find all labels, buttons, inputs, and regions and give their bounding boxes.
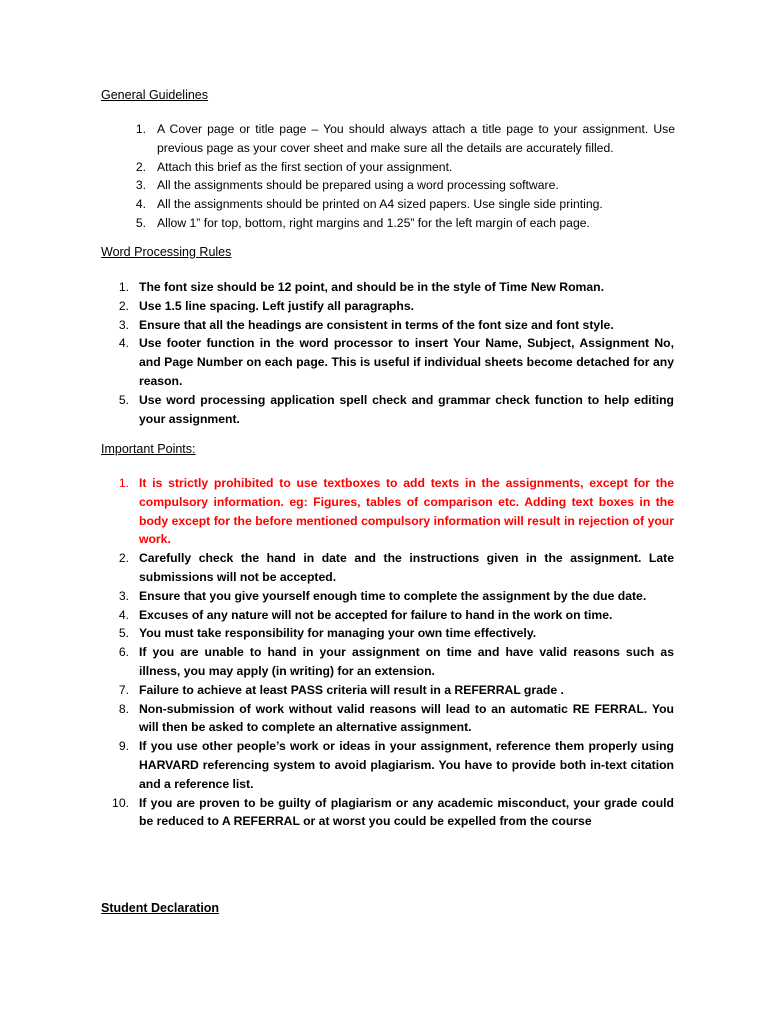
item-number: 4. [135,197,146,212]
word-processing-heading: Word Processing Rules [101,245,232,259]
item-number: 2. [118,551,129,566]
item-text: If you are proven to be guilty of plagiarism or any academic misconduct, your grade could be reduced to A REFERRAL or at worst you could be expelled from the course [139,795,674,829]
list-item [0,737,674,793]
item-number: 1. [118,476,129,490]
list-item [0,120,675,158]
item-text: Non-submission of work without valid reasons will lead to an automatic RE FERRAL. You will then be asked to complete an alternative assignment. [139,701,674,735]
list-item [0,176,675,195]
student-declaration-heading: Student Declaration [101,901,220,915]
item-number: 9. [118,739,129,754]
item-text: The font size should be 12 point, and should be in the style of Time New Roman. [139,280,604,294]
item-number: 4. [118,336,129,351]
list-item [0,681,674,700]
item-text: Ensure that all the headings are consistent in terms of the font size and font style. [139,317,614,332]
item-text: Carefully check the hand in date and the instructions given in the assignment. Late submissions will not be accepted. [139,551,674,584]
list-item [0,700,674,738]
item-number: 10. [112,795,129,810]
item-text: Allow 1” for top, bottom, right margins and 1.25” for the left margin of each page. [157,215,590,230]
item-text: If you are unable to hand in your assignment on time and have valid reasons such as illness, you may apply (in writing) for an extension. [139,645,674,678]
list-item [0,606,674,625]
item-text: If you use other people’s work or ideas in your assignment, reference them properly using HARVARD referencing system to avoid plagiarism. You have to provide both in-text citation and a reference list. [139,739,674,791]
list-item [0,334,674,390]
item-text: Attach this brief as the first section of your assignment. [157,159,453,174]
list-item [0,278,674,297]
item-number: 5. [135,215,146,230]
item-number: 3. [118,588,129,603]
list-item [0,587,674,606]
item-text: You must take responsibility for managing your own time effectively. [139,626,537,641]
item-number: 7. [118,682,129,697]
item-number: 3. [118,317,129,332]
item-number: 4. [118,607,129,622]
list-item [0,624,674,643]
important-points-list [0,474,674,831]
list-item [0,643,674,681]
word-processing-list [0,278,674,428]
item-number: 2. [135,159,146,174]
list-item [0,549,674,587]
list-item [0,195,675,214]
list-item [0,214,675,233]
item-number: 2. [118,298,129,313]
list-item [0,794,674,832]
item-number: 3. [135,178,146,193]
item-number: 1. [118,280,129,294]
item-number: 5. [118,392,129,407]
item-text: Use 1.5 line spacing. Left justify all paragraphs. [139,298,414,313]
important-points-heading: Important Points: [101,442,196,456]
list-item [0,474,674,549]
item-number: 8. [118,701,129,716]
item-number: 6. [118,645,129,660]
item-text: All the assignments should be printed on A4 sized papers. Use single side printing. [157,197,603,212]
general-guidelines-list [0,120,675,233]
item-text: All the assignments should be prepared using a word processing software. [157,178,559,193]
item-text: It is strictly prohibited to use textboxes to add texts in the assignments, except for the compulsory information. eg: Figures, tables of comparison etc. Adding text boxes in the body except for the before mentioned compulsory information will result in rejection of your work. [139,476,674,547]
item-text: Use word processing application spell check and grammar check function to help editing your assignment. [139,392,674,426]
item-text: Failure to achieve at least PASS criteria will result in a REFERRAL grade . [139,682,564,697]
general-guidelines-heading: General Guidelines [101,88,209,102]
item-text: Ensure that you give yourself enough time to complete the assignment by the due date. [139,588,647,603]
item-text: Excuses of any nature will not be accepted for failure to hand in the work on time. [139,607,613,622]
list-item [0,316,674,335]
list-item [0,297,674,316]
item-number: 5. [118,626,129,641]
item-text: Use footer function in the word processor to insert Your Name, Subject, Assignment No, and Page Number on each page. This is useful if individual sheets become detached for any reason. [139,336,674,388]
item-text: A Cover page or title page – You should always attach a title page to your assignment. Use previous page as your cover sheet and make sure all the details are accurately filled. [157,122,675,155]
list-item [0,391,674,429]
item-number: 1. [135,122,146,136]
list-item [0,158,675,177]
